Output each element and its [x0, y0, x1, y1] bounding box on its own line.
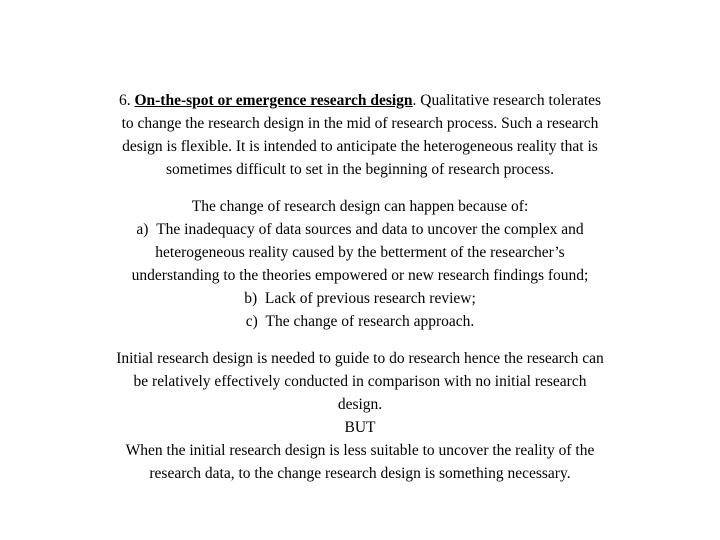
- list-marker-a: a): [136, 221, 149, 238]
- list-item-a-line: [40, 218, 680, 241]
- conclusion-connector: BUT: [344, 419, 376, 436]
- list-marker-b: b): [244, 290, 258, 307]
- change-reasons-intro: The change of research design can happen because of:: [191, 198, 529, 215]
- list-item-a-continuation: understanding to the theories empowered or new research findings found;: [131, 267, 589, 284]
- list-item-b-text: Lack of previous research review;: [264, 290, 476, 307]
- point-six-line: to change the research design in the mid of research process. Such a research: [121, 115, 599, 132]
- conclusion-final-line: research data, to the change research design is something necessary.: [149, 465, 571, 482]
- conclusion-paragraph: [40, 347, 680, 485]
- point-six-line: design is flexible. It is intended to anticipate the heterogeneous reality that is: [122, 138, 598, 155]
- list-item-a-text: The inadequacy of data sources and data to uncover the complex and: [156, 221, 584, 238]
- point-six-line: sometimes difficult to set in the beginning of research process.: [166, 161, 554, 178]
- conclusion-line: Initial research design is needed to guide to do research hence the research can: [116, 350, 604, 367]
- point-number: 6.: [118, 92, 131, 109]
- point-six-first-line: [50, 89, 670, 112]
- list-item-a-continuation: heterogeneous reality caused by the betterment of the researcher’s: [155, 244, 565, 261]
- list-item-c: [40, 310, 680, 333]
- point-six-paragraph: [50, 89, 670, 181]
- point-term-end: .: [412, 92, 417, 109]
- conclusion-line: be relatively effectively conducted in comparison with no initial research: [133, 373, 587, 390]
- list-marker-c: c): [245, 313, 258, 330]
- conclusion-final-line: When the initial research design is less suitable to uncover the reality of the: [125, 442, 595, 459]
- point-six-after-term: Qualitative research tolerates: [420, 92, 602, 109]
- list-item-b: [40, 287, 680, 310]
- point-term: On-the-spot or emergence research design: [134, 92, 413, 109]
- list-item-c-text: The change of research approach.: [265, 313, 475, 330]
- conclusion-line: design.: [337, 396, 383, 413]
- change-reasons: [40, 195, 680, 333]
